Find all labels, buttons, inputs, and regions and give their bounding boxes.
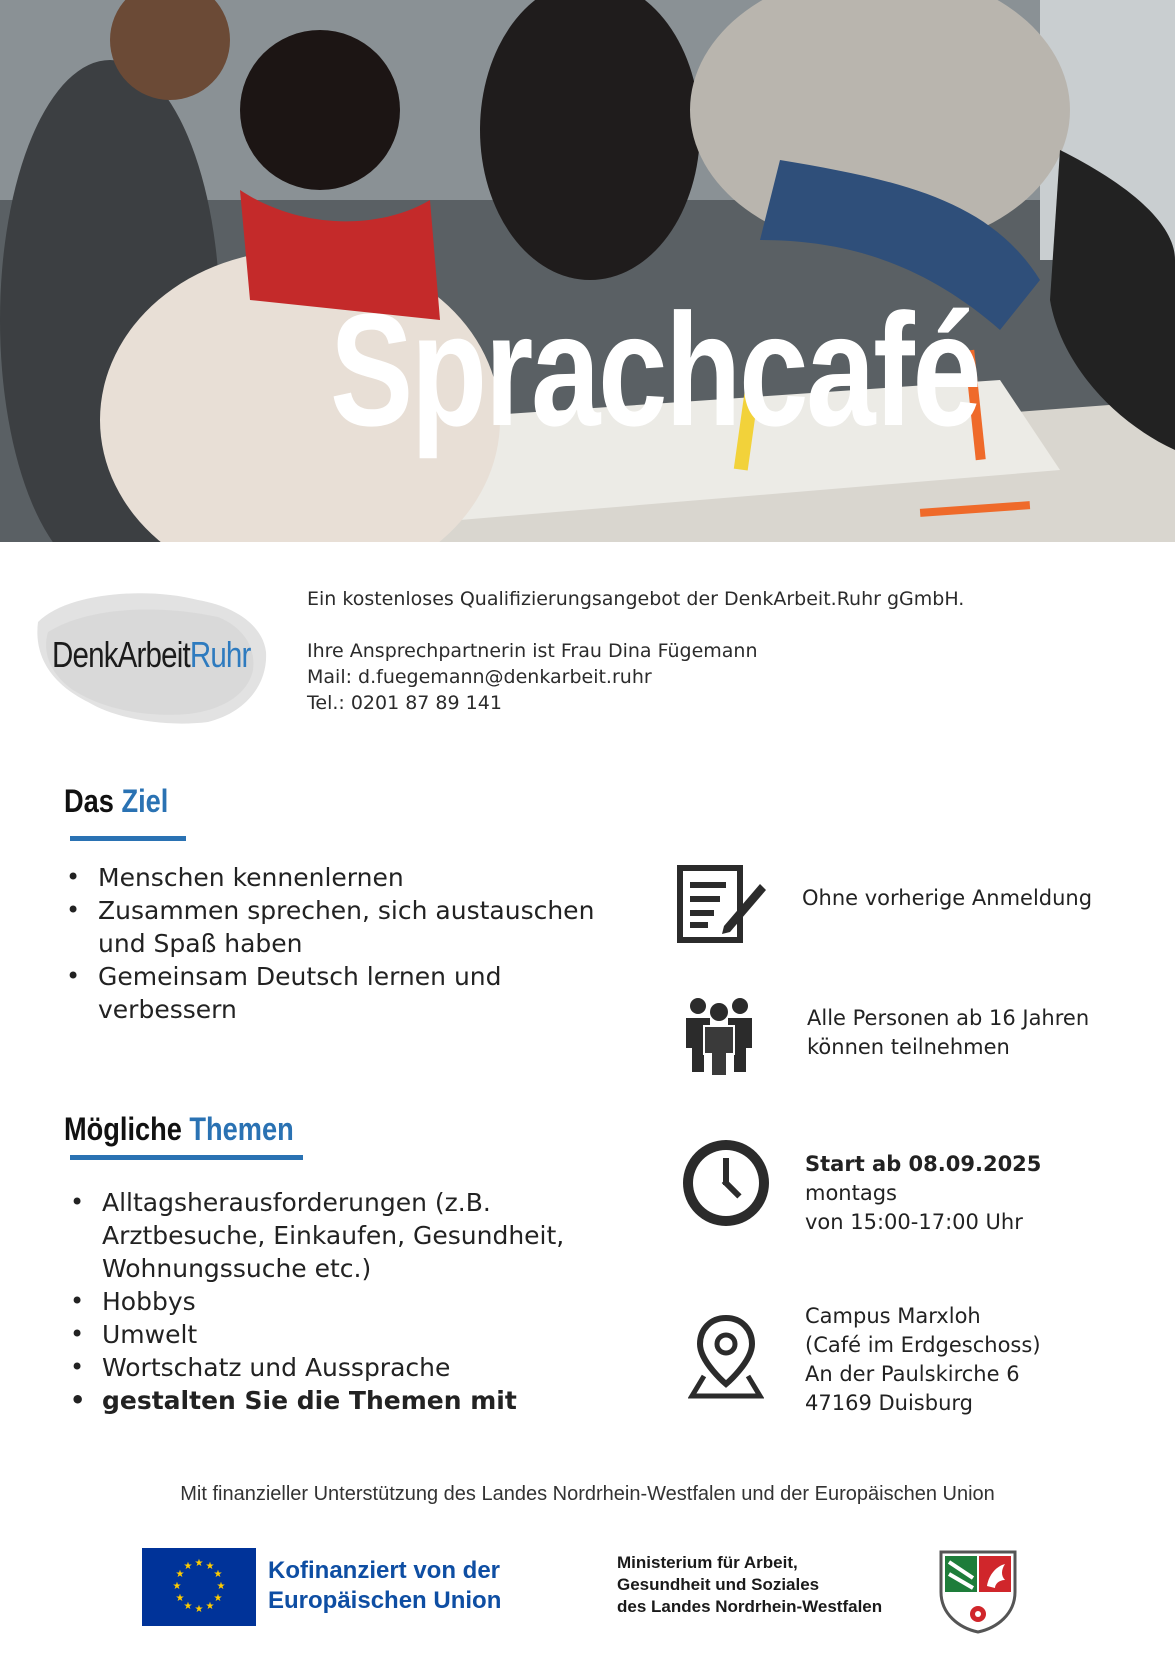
goal-heading [64, 783, 168, 820]
logo-text [52, 634, 251, 676]
audience-line2: können teilnehmen [807, 1035, 1010, 1059]
funding-note: Mit finanzieller Unterstützung des Landes Nordrhein-Westfalen und der Europäischen Union [180, 1483, 995, 1505]
location-line2: (Café im Erdgeschoss) [805, 1333, 1041, 1357]
svg-text:★: ★ [216, 1581, 226, 1592]
schedule-info [805, 1150, 1041, 1237]
topic-item: • Alltagsherausforderungen (z.B. Arztbesuche, Einkaufen, Gesundheit, Wohnungssuche etc.) [66, 1186, 586, 1285]
logo-name-part1: DenkArbeit [52, 634, 190, 675]
topics-heading [64, 1111, 294, 1148]
group-people-icon [684, 996, 754, 1080]
goal-item: • Menschen kennenlernen [62, 861, 602, 894]
form-edit-icon [676, 864, 768, 948]
ministry-line1: Ministerium für Arbeit, [617, 1553, 798, 1572]
svg-text:★: ★ [194, 1604, 204, 1615]
location-line4: 47169 Duisburg [805, 1391, 973, 1415]
topic-item: • Hobbys [66, 1285, 586, 1318]
topics-list [66, 1186, 586, 1417]
offer-description: Ein kostenloses Qualifizierungsangebot der DenkArbeit.Ruhr gGmbH. [307, 588, 965, 610]
denkarbeit-logo [28, 582, 268, 727]
goal-list [62, 861, 602, 1026]
hero-photo-illustration [0, 0, 1175, 542]
audience-line1: Alle Personen ab 16 Jahren [807, 1006, 1090, 1030]
svg-text:★: ★ [183, 1601, 193, 1612]
hero-photo [0, 0, 1175, 542]
clock-icon [679, 1136, 773, 1234]
goal-item: • Zusammen sprechen, sich austauschen und Spaß haben [62, 894, 602, 960]
svg-text:★: ★ [175, 1569, 185, 1580]
contact-person: Ihre Ansprechpartnerin ist Frau Dina Fügemann [307, 640, 758, 662]
svg-text:★: ★ [213, 1593, 223, 1604]
location-line3: An der Paulskirche 6 [805, 1362, 1020, 1386]
ministry-line3: des Landes Nordrhein-Westfalen [617, 1597, 883, 1616]
eu-cofunding-label [268, 1556, 501, 1616]
topics-heading-part2: Themen [189, 1111, 294, 1147]
location-line1: Campus Marxloh [805, 1304, 981, 1328]
eu-flag-icon [142, 1548, 256, 1626]
logo-name-part2: Ruhr [189, 634, 251, 675]
goal-heading-part1: Das [64, 783, 114, 819]
eu-line2: Europäischen Union [268, 1587, 502, 1614]
ministry-label [617, 1552, 882, 1618]
contact-info [307, 586, 964, 716]
svg-text:★: ★ [183, 1561, 193, 1572]
svg-text:★: ★ [205, 1561, 215, 1572]
svg-text:★: ★ [172, 1581, 182, 1592]
contact-phone: Tel.: 0201 87 89 141 [307, 692, 502, 714]
topics-underline [70, 1155, 303, 1160]
start-date: Start ab 08.09.2025 [805, 1152, 1042, 1176]
topic-item: • Wortschatz und Aussprache [66, 1351, 586, 1384]
goal-item: • Gemeinsam Deutsch lernen und verbessern [62, 960, 602, 1026]
goal-heading-part2: Ziel [121, 783, 169, 819]
audience-info [807, 1004, 1089, 1062]
svg-text:★: ★ [194, 1558, 204, 1569]
goal-underline [70, 836, 186, 841]
svg-text:★: ★ [175, 1593, 185, 1604]
svg-text:★: ★ [205, 1601, 215, 1612]
weekday: montags [805, 1181, 897, 1205]
svg-text:★: ★ [213, 1569, 223, 1580]
registration-info: Ohne vorherige Anmeldung [802, 886, 1093, 910]
time-range: von 15:00-17:00 Uhr [805, 1210, 1023, 1234]
ministry-line2: Gesundheit und Soziales [617, 1575, 820, 1594]
location-pin-icon [688, 1314, 764, 1404]
topic-item: • gestalten Sie die Themen mit [66, 1384, 586, 1417]
hero-title: Sprachcafé [330, 280, 980, 459]
nrw-crest-icon [937, 1548, 1019, 1634]
topics-heading-part1: Mögliche [64, 1111, 182, 1147]
contact-mail: Mail: d.fuegemann@denkarbeit.ruhr [307, 666, 652, 688]
location-info [805, 1302, 1041, 1418]
eu-line1: Kofinanziert von der [268, 1557, 501, 1584]
topic-item: • Umwelt [66, 1318, 586, 1351]
